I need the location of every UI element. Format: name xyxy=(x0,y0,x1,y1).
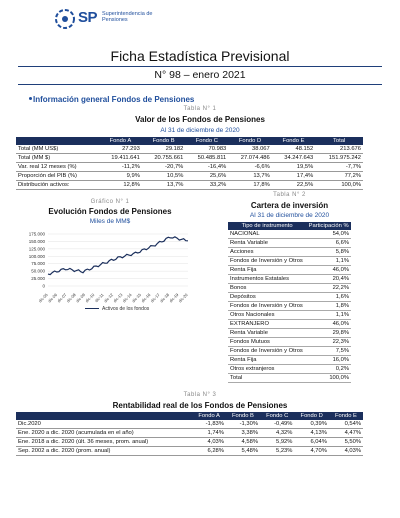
table-row xyxy=(228,338,351,347)
table-cell: -11,2% xyxy=(99,163,142,172)
table-cell: 4,70% xyxy=(294,447,328,456)
table-cell: 0,39% xyxy=(294,420,328,429)
column-header: Fondo E xyxy=(272,137,315,145)
section-title: Información general Fondos de Pensiones xyxy=(33,95,195,104)
table-cell: 13,7% xyxy=(142,181,185,190)
row-label: NACIONAL xyxy=(228,230,306,239)
y-tick-label: 50.000 xyxy=(31,268,45,274)
y-tick-label: 75.000 xyxy=(31,261,45,267)
table2-label: Tabla N° 2 xyxy=(273,192,306,198)
table-cell: 25,6% xyxy=(185,172,228,181)
table-cell: 4,13% xyxy=(294,429,328,438)
page-title: Ficha Estadística Previsional xyxy=(110,48,290,64)
x-tick-label: dic-06 xyxy=(46,292,59,304)
table2-subtitle: Al 31 de diciembre de 2020 xyxy=(249,212,330,219)
column-header: Fondo B xyxy=(226,412,260,420)
table-cell: 6,6% xyxy=(306,239,351,248)
table-cell: 151.975.242 xyxy=(315,154,363,163)
table-cell: 5,48% xyxy=(226,447,260,456)
table-cell: -6,6% xyxy=(228,163,271,172)
chart-legend xyxy=(85,306,149,312)
table-cell: -7,7% xyxy=(315,163,363,172)
row-label: Renta Variable xyxy=(228,239,306,248)
table-cell: 10,5% xyxy=(142,172,185,181)
row-label: Fondos Mutuos xyxy=(228,338,306,347)
table-row xyxy=(16,154,363,163)
table-cell: 5,92% xyxy=(260,438,294,447)
table-cell: 33,2% xyxy=(185,181,228,190)
row-label: Renta Fija xyxy=(228,266,306,275)
portfolio-table xyxy=(228,222,351,383)
real-return-table xyxy=(16,412,363,456)
y-tick-label: 125.000 xyxy=(28,246,45,252)
row-label: Proporción del PIB (%) xyxy=(16,172,99,181)
table-cell: 50.485.811 xyxy=(185,154,228,163)
row-label: Otros Nacionales xyxy=(228,311,306,320)
table-cell: 34.247.643 xyxy=(272,154,315,163)
table-row xyxy=(228,248,351,257)
table-row xyxy=(228,239,351,248)
y-tick-label: 150.000 xyxy=(28,238,45,244)
row-label: Sep. 2002 a dic. 2020 (prom. anual) xyxy=(16,447,192,456)
table-cell: 22,2% xyxy=(306,284,351,293)
table3-label: Tabla N° 3 xyxy=(183,392,217,398)
y-tick-label: 100.000 xyxy=(28,253,45,259)
funds-evolution-chart xyxy=(14,228,204,313)
table-cell: 12,8% xyxy=(99,181,142,190)
table-row xyxy=(228,284,351,293)
column-header: Fondo D xyxy=(294,412,328,420)
table-cell: 46,0% xyxy=(306,320,351,329)
legend-label: Activos de los fondos xyxy=(102,306,150,312)
x-tick-label: dic-09 xyxy=(74,292,87,304)
column-header: Fondo D xyxy=(228,137,271,145)
table-cell: 4,58% xyxy=(226,438,260,447)
table-row xyxy=(16,145,363,154)
table-row xyxy=(16,420,363,429)
table-cell: 4,03% xyxy=(329,447,363,456)
logo-text xyxy=(102,11,152,23)
row-label: Depósitos xyxy=(228,293,306,302)
row-label: Ene. 2018 a dic. 2020 (últ. 36 meses, prom. anual) xyxy=(16,438,192,447)
table-cell: 4,32% xyxy=(260,429,294,438)
table-cell: 19.411.641 xyxy=(99,154,142,163)
column-header xyxy=(16,137,99,145)
funds-value-table xyxy=(16,137,363,190)
y-tick-label: 25.000 xyxy=(31,276,45,282)
x-tick-label: dic-15 xyxy=(130,292,143,304)
table-cell: 5,50% xyxy=(329,438,363,447)
row-label: Acciones xyxy=(228,248,306,257)
series-line xyxy=(48,237,188,275)
table-cell: 13,7% xyxy=(228,172,271,181)
table-cell: 27.074.486 xyxy=(228,154,271,163)
row-label: Renta Fija xyxy=(228,356,306,365)
table-cell: 1,6% xyxy=(306,293,351,302)
x-tick-label: dic-10 xyxy=(84,292,96,304)
x-tick-label: dic-07 xyxy=(56,292,68,304)
table-cell: 22,5% xyxy=(272,181,315,190)
table1-title: Valor de los Fondos de Pensiones xyxy=(135,115,265,124)
table-cell: 16,0% xyxy=(306,356,351,365)
table-cell: -20,7% xyxy=(142,163,185,172)
logo-text-line-1: Superintendencia de xyxy=(102,11,153,17)
issue-subtitle: N° 98 – enero 2021 xyxy=(154,69,246,81)
table-cell: 213.676 xyxy=(315,145,363,154)
x-tick-label: dic-18 xyxy=(158,292,171,304)
row-label: Fondos de Inversión y Otros xyxy=(228,302,306,311)
table-cell: 1,1% xyxy=(306,257,351,266)
row-label: Total (MM US$) xyxy=(16,145,99,154)
logo-text-line-2: Pensiones xyxy=(102,17,128,23)
column-header: Tipo de instrumento xyxy=(228,222,306,230)
table-cell: 1,1% xyxy=(306,311,351,320)
table-cell: 6,28% xyxy=(192,447,226,456)
chart-title: Evolución Fondos de Pensiones xyxy=(48,207,172,216)
table-cell: 0,54% xyxy=(329,420,363,429)
table-cell: 4,47% xyxy=(329,429,363,438)
table-cell: 7,5% xyxy=(306,347,351,356)
table-cell: 20,4% xyxy=(306,275,351,284)
subtitle-divider xyxy=(18,84,382,85)
table-cell: 48.152 xyxy=(272,145,315,154)
table-cell: 100,0% xyxy=(306,374,351,383)
table-cell: 29.182 xyxy=(142,145,185,154)
table-cell: 29,8% xyxy=(306,329,351,338)
title-divider xyxy=(18,66,382,67)
table-row xyxy=(228,230,351,239)
table-cell: 19,5% xyxy=(272,163,315,172)
table-cell: 0,2% xyxy=(306,365,351,374)
table-cell: 6,04% xyxy=(294,438,328,447)
table-row xyxy=(228,311,351,320)
table-header-row xyxy=(16,137,363,145)
table-row xyxy=(228,257,351,266)
x-tick-label: dic-14 xyxy=(121,292,133,304)
row-label: Fondos de Inversión y Otros xyxy=(228,347,306,356)
chart-label: Gráfico N° 1 xyxy=(90,199,130,205)
column-header: Participación % xyxy=(306,222,351,230)
table-row xyxy=(16,438,363,447)
row-label: Total xyxy=(228,374,306,383)
column-header: Fondo A xyxy=(99,137,142,145)
table-row xyxy=(16,181,363,190)
table-row xyxy=(16,163,363,172)
logo-letters: SP xyxy=(78,9,98,26)
table-cell: 1,8% xyxy=(306,302,351,311)
table-cell: 77,2% xyxy=(315,172,363,181)
column-header xyxy=(16,412,192,420)
table-row xyxy=(228,293,351,302)
table-row xyxy=(16,429,363,438)
x-tick-label: dic-16 xyxy=(140,292,152,304)
legend-line-icon xyxy=(85,308,99,310)
table-cell: 46,0% xyxy=(306,266,351,275)
table-cell: 70.983 xyxy=(185,145,228,154)
table-cell: 4,03% xyxy=(192,438,226,447)
table-cell: 38.067 xyxy=(228,145,271,154)
table1-subtitle: Al 31 de diciembre de 2020 xyxy=(160,127,240,134)
column-header: Fondo B xyxy=(142,137,185,145)
row-label: Ene. 2020 a dic. 2020 (acumulada en el año) xyxy=(16,429,192,438)
table-cell: 27.293 xyxy=(99,145,142,154)
row-label: Renta Variable xyxy=(228,329,306,338)
chart-subtitle: Miles de MM$ xyxy=(89,218,131,225)
column-header: Total xyxy=(315,137,363,145)
x-tick-label: dic-20 xyxy=(177,292,189,304)
table-cell: 9,9% xyxy=(99,172,142,181)
column-header: Fondo A xyxy=(192,412,226,420)
row-label: Instrumentos Estatales xyxy=(228,275,306,284)
row-label: EXTRANJERO xyxy=(228,320,306,329)
row-label: Fondos de Inversión y Otros xyxy=(228,257,306,266)
table-cell: -1,30% xyxy=(226,420,260,429)
x-tick-label: dic-05 xyxy=(37,292,49,304)
table-row xyxy=(228,275,351,284)
table-row xyxy=(228,320,351,329)
table-cell: 17,4% xyxy=(272,172,315,181)
table-row xyxy=(228,365,351,374)
superintendencia-logo-icon xyxy=(54,8,76,30)
x-tick-label: dic-12 xyxy=(102,292,115,304)
y-tick-label: 0 xyxy=(42,283,45,289)
table-header-row xyxy=(16,412,363,420)
row-label: Bonos xyxy=(228,284,306,293)
bullet-icon xyxy=(29,97,32,100)
table-cell: 54,0% xyxy=(306,230,351,239)
table-row xyxy=(228,329,351,338)
row-label: Otros extranjeros xyxy=(228,365,306,374)
row-label: Distribución activos: xyxy=(16,181,99,190)
column-header: Fondo E xyxy=(329,412,363,420)
table-row xyxy=(16,447,363,456)
table-cell: 3,38% xyxy=(226,429,260,438)
y-tick-label: 175.000 xyxy=(28,231,45,237)
row-label: Total (MM $) xyxy=(16,154,99,163)
table-header-row xyxy=(228,222,351,230)
table-cell: -16,4% xyxy=(185,163,228,172)
table-row xyxy=(228,347,351,356)
table-cell: 17,8% xyxy=(228,181,271,190)
table-cell: 22,3% xyxy=(306,338,351,347)
row-label: Dic.2020 xyxy=(16,420,192,429)
table-cell: -1,83% xyxy=(192,420,226,429)
table-row xyxy=(16,172,363,181)
x-tick-label: dic-08 xyxy=(65,292,77,304)
table-cell: 1,74% xyxy=(192,429,226,438)
x-tick-label: dic-17 xyxy=(149,292,161,304)
table-cell: 20.755.661 xyxy=(142,154,185,163)
row-label: Var. real 12 meses (%) xyxy=(16,163,99,172)
column-header: Fondo C xyxy=(185,137,228,145)
table3-title: Rentabilidad real de los Fondos de Pensiones xyxy=(112,401,288,410)
x-tick-label: dic-19 xyxy=(168,292,180,304)
table-row xyxy=(228,266,351,275)
table-cell: -0,49% xyxy=(260,420,294,429)
table2-title: Cartera de inversión xyxy=(250,201,329,210)
table-cell: 100,0% xyxy=(315,181,363,190)
table-row xyxy=(228,374,351,383)
x-tick-label: dic-11 xyxy=(93,292,105,304)
table-cell: 5,23% xyxy=(260,447,294,456)
table-row xyxy=(228,356,351,365)
table-cell: 5,8% xyxy=(306,248,351,257)
column-header: Fondo C xyxy=(260,412,294,420)
table-row xyxy=(228,302,351,311)
table1-label: Tabla N° 1 xyxy=(183,106,217,112)
x-tick-label: dic-13 xyxy=(112,292,124,304)
